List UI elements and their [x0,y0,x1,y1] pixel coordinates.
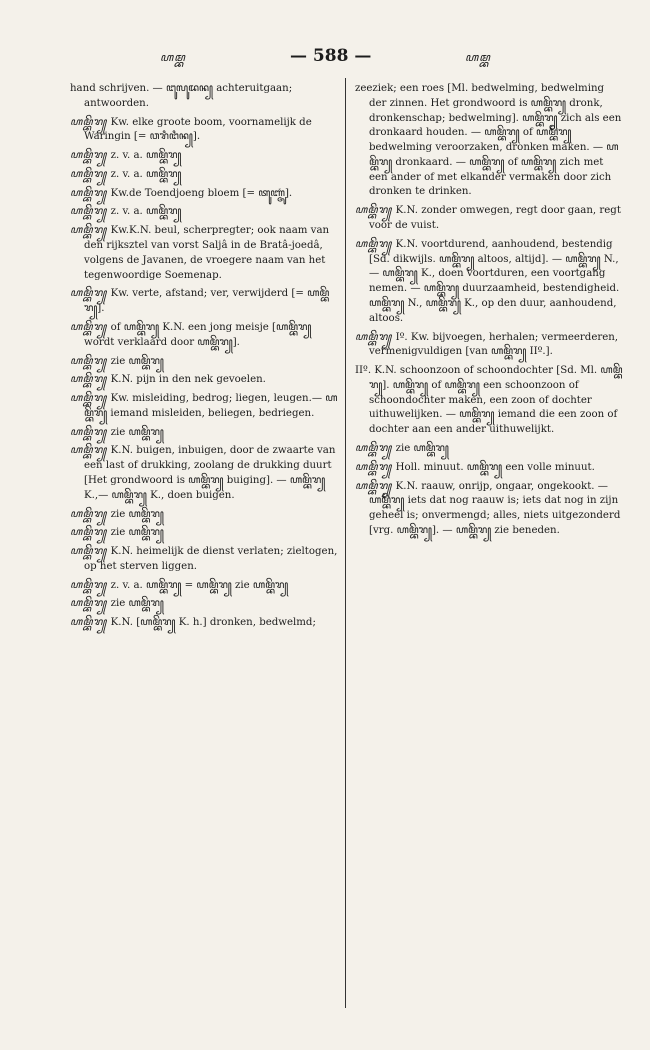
dictionary-entry [355,204,623,234]
dictionary-entry [70,321,338,351]
entry-text: Holl. minuut. ꦲꦩ꧀ꦧꦼꦫ꧀ een volle minuut. [395,461,595,473]
entry-text: hand schrijven. — ꦔꦸꦭꦸꦢꦤ꧀ achteruitgaan; antwoorden. [70,83,293,109]
dictionary-entry [355,461,623,476]
running-head-right: ꦲꦩ꧀ꦧ [465,51,491,64]
right-column [355,82,623,543]
entry-text: K.N. voortdurend, aanhoudend, bestendig [Sd. dikwijls. ꦲꦩ꧀ꦧꦼꦫ꧀ altoos, altijd]. — ꦲꦩ꧀ꦧꦼꦫ꧀ N.,— ꦲꦩ꧀ꦧꦼꦫ꧀ K., doen voortduren, een voortgang nemen. — ꦲꦩ꧀ꦧꦼꦫ꧀ duurzaamheid, bestendigheid. ꦲꦩ꧀ꦧꦼꦫ꧀ N., ꦲꦩ꧀ꦧꦼꦫ꧀ K., op den duur, aanhoudend, altoos. [369,238,620,324]
headword: ꦲꦩ꧀ꦧꦼꦫ꧀ [70,527,111,539]
entry-text: Kw. misleiding, bedrog; liegen, leugen.— ꦲꦩ꧀ꦧꦼꦫ꧀ iemand misleiden, beliegen, bedriegen. [84,393,338,419]
entry-text: of ꦲꦩ꧀ꦧꦼꦫ꧀ K.N. een jong meisje [ꦲꦩ꧀ꦧꦼꦫ꧀ wordt verklaard door ꦲꦩ꧀ꦧꦼꦫ꧀]. [84,321,312,348]
entry-text: zie ꦲꦩ꧀ꦧꦼꦫ꧀ [110,598,164,610]
dictionary-entry [70,224,338,283]
entry-text: IIº. K.N. schoonzoon of schoondochter [Sd. Ml. ꦲꦩ꧀ꦧꦼꦫ꧀]. ꦲꦩ꧀ꦧꦼꦫ꧀ of ꦲꦩ꧀ꦧꦼꦫ꧀ een schoonzoon of schoondochter maken, een zoon of dochter uithuwelijken. — ꦲꦩ꧀ꦧꦼꦫ꧀ iemand die een zoon of dochter aan een ander uithuwelijkt. [355,365,623,436]
entry-text: Kw. verte, afstand; ver, verwijderd [= ꦲꦩ꧀ꦧꦼꦫ꧀]. [84,288,330,315]
headword: ꦲꦩ꧀ꦧꦼꦫ꧀ [70,598,111,610]
dictionary-entry [70,373,338,388]
entry-text: K.N. pijn in den nek gevoelen. [110,374,266,386]
entry-text: K.N. zonder omwegen, regt door gaan, regt voor de vuist. [369,205,621,232]
headword: ꦲꦩ꧀ꦧꦼꦫ꧀ [355,461,396,473]
entry-text: K.N. buigen, inbuigen, door de zwaarte van een last of drukking, zoolang de drukking duurt [Het grondwoord is ꦲꦩ꧀ꦧꦼꦫ꧀ buiging]. — ꦲꦩ꧀ꦧꦼꦫ꧀ K.,— ꦲꦩ꧀ꦧꦼꦫ꧀ K., doen buigen. [84,445,336,501]
entry-text: z. v. a. ꦲꦩ꧀ꦧꦼꦫ꧀ [110,168,182,180]
entry-text: zie ꦲꦩ꧀ꦧꦼꦫ꧀ [110,355,164,367]
dictionary-entry [70,579,338,594]
headword: ꦲꦩ꧀ꦧꦼꦫ꧀ [70,168,111,180]
dictionary-entry [70,355,338,370]
dictionary-entry [70,116,338,146]
entry-text: zie ꦲꦩ꧀ꦧꦼꦫ꧀ [395,442,449,454]
entry-text: z. v. a. ꦲꦩ꧀ꦧꦼꦫ꧀ [110,150,182,162]
dictionary-entry [70,545,338,575]
dictionary-entry [355,442,623,457]
headword: ꦲꦩ꧀ꦧꦼꦫ꧀ [70,206,111,218]
dictionary-entry [70,597,338,612]
entry-text: K.N. heimelijk de dienst verlaten; zieltogen, op het sterven liggen. [84,546,338,572]
running-head-left: ꦲꦩ꧀ꦧ [160,51,186,64]
page-header [0,46,650,70]
dictionary-entry [70,616,338,631]
headword: ꦲꦩ꧀ꦧꦼꦫ꧀ [70,187,111,199]
dictionary-entry [70,392,338,422]
dictionary-entry [355,82,623,200]
headword: ꦲꦩ꧀ꦧꦼꦫ꧀ [355,442,396,454]
dictionary-entry [70,526,338,541]
entry-text: Kw.de Toendjoeng bloem [= ꦠꦸꦚ꧀ꦗꦸꦁ]. [110,187,293,199]
dictionary-entry [355,331,623,361]
headword: ꦲꦩ꧀ꦧꦼꦫ꧀ [70,445,111,457]
left-column [70,82,338,635]
dictionary-entry [355,364,623,438]
headword: ꦲꦩ꧀ꦧꦼꦫ꧀ [355,205,396,217]
headword: ꦲꦩ꧀ꦧꦼꦫ꧀ [70,288,111,300]
dictionary-entry [70,287,338,317]
headword: ꦲꦩ꧀ꦧꦼꦫ꧀ [70,508,111,520]
entry-text: zeeziek; een roes [Ml. bedwelming, bedwelming der zinnen. Het grondwoord is ꦲꦩ꧀ꦧꦼꦫ꧀ dronk, dronkenschap; bedwelming]. ꦲꦩ꧀ꦧꦼꦫ꧀ zich als een dronkaard houden. — ꦲꦩ꧀ꦧꦼꦫ꧀ of ꦲꦩ꧀ꦧꦼꦫ꧀ bedwelming veroorzaken, dronken maken. — ꦲꦩ꧀ꦧꦼꦫ꧀ dronkaard. — ꦲꦩ꧀ꦧꦼꦫ꧀ of ꦲꦩ꧀ꦧꦼꦫ꧀ zich met een ander of met elkander vermaken door zich dronken te drinken. [355,83,622,198]
dictionary-entry [70,444,338,503]
entry-text: K.N. [ꦲꦩ꧀ꦧꦼꦫ꧀ K. h.] dronken, bedwelmd; [110,617,316,629]
column-divider [345,78,346,1008]
headword: ꦲꦩ꧀ꦧꦼꦫ꧀ [70,355,111,367]
headword: ꦲꦩ꧀ꦧꦼꦫ꧀ [70,150,111,162]
headword: ꦲꦩ꧀ꦧꦼꦫ꧀ [70,426,111,438]
entry-text: zie ꦲꦩ꧀ꦧꦼꦫ꧀ [110,508,164,520]
dictionary-entry [70,205,338,220]
dictionary-entry [70,508,338,523]
entry-text: zie ꦲꦩ꧀ꦧꦼꦫ꧀ [110,426,164,438]
dictionary-entry [70,168,338,183]
headword: ꦲꦩ꧀ꦧꦼꦫ꧀ [355,238,396,250]
dictionary-entry [70,149,338,164]
headword: ꦲꦩ꧀ꦧꦼꦫ꧀ [70,579,111,591]
headword: ꦲꦩ꧀ꦧꦼꦫ꧀ [70,546,111,558]
headword: ꦲꦩ꧀ꦧꦼꦫ꧀ [70,393,111,405]
headword: ꦲꦩ꧀ꦧꦼꦫ꧀ [355,480,396,492]
headword: ꦲꦩ꧀ꦧꦼꦫ꧀ [70,116,111,128]
entry-text: Kw.K.N. beul, scherpregter; ook naam van den rijksztel van vorst Saljâ in de Bratâ-joedâ, volgens de Javanen, de vroegere naam van het tegenwoordige Soemenap. [84,225,330,281]
dictionary-entry [70,187,338,202]
dictionary-entry [355,480,623,539]
headword: ꦲꦩ꧀ꦧꦼꦫ꧀ [70,225,111,237]
headword: ꦲꦩ꧀ꦧꦼꦫ꧀ [70,617,111,629]
dictionary-entry [70,426,338,441]
headword: ꦲꦩ꧀ꦧꦼꦫ꧀ [70,374,111,386]
page-number: — 588 — [290,46,372,66]
entry-text: z. v. a. ꦲꦩ꧀ꦧꦼꦫ꧀ = ꦲꦩ꧀ꦧꦼꦫ꧀ zie ꦲꦩ꧀ꦧꦼꦫ꧀ [110,579,289,591]
entry-text: K.N. raauw, onrijp, ongaar, ongekookt. — ꦲꦩ꧀ꦧꦼꦫ꧀ iets dat nog raauw is; iets dat nog in zijn geheel is; onvermengd; alles, niets uitgezonderd [vrg. ꦲꦩ꧀ꦧꦼꦫ꧀]. — ꦲꦩ꧀ꦧꦼꦫ꧀ zie beneden. [369,480,621,536]
headword: ꦲꦩ꧀ꦧꦼꦫ꧀ [355,331,396,343]
entry-text: Kw. elke groote boom, voornamelijk de Waringin [= ꦮꦫꦶꦔꦶꦤ꧀]. [84,116,312,143]
entry-text: z. v. a. ꦲꦩ꧀ꦧꦼꦫ꧀ [110,206,182,218]
entry-text: zie ꦲꦩ꧀ꦧꦼꦫ꧀ [110,527,164,539]
dictionary-entry [355,238,623,327]
entry-text: Iº. Kw. bijvoegen, herhalen; vermeerderen, vermenigvuldigen [van ꦲꦩ꧀ꦧꦼꦫ꧀ IIº.]. [369,331,619,358]
dictionary-entry [70,82,338,112]
headword: ꦲꦩ꧀ꦧꦼꦫ꧀ [70,321,111,333]
